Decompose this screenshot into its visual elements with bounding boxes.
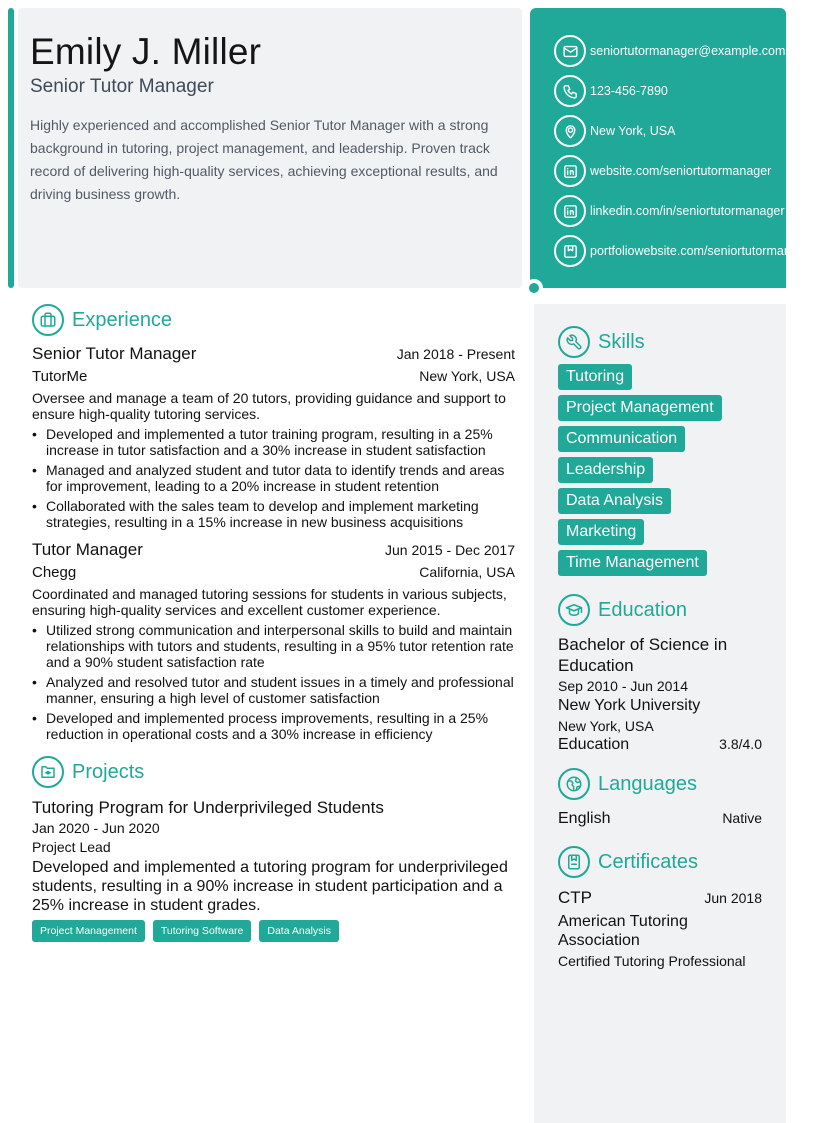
education-header <box>558 594 762 626</box>
candidate-title: Senior Tutor Manager <box>30 76 214 97</box>
linkedin-icon <box>554 155 586 187</box>
languages-section <box>558 768 762 828</box>
skill-tag: Project Management <box>558 395 722 421</box>
skill-tag: Leadership <box>558 457 653 483</box>
job-title: Senior Tutor Manager <box>32 344 197 363</box>
job-company: TutorMe <box>32 368 88 385</box>
main-column <box>32 304 515 942</box>
bullet-item: • Analyzed and resolved tutor and student issues in a timely and professional manner, ensuring a high level of customer satisfaction <box>32 674 515 706</box>
certificate-name: CTP <box>558 888 592 907</box>
skill-tag: Marketing <box>558 519 644 545</box>
phone-icon <box>554 75 586 107</box>
project-tag: Project Management <box>32 920 145 942</box>
language-name: English <box>558 810 611 827</box>
skill-tag: Communication <box>558 426 685 452</box>
education-location: New York, USA <box>558 718 654 734</box>
email-text: seniortutormanager@example.com <box>590 44 786 58</box>
languages-title: Languages <box>598 772 697 795</box>
skill-tag: Time Management <box>558 550 707 576</box>
skill-tag: Data Analysis <box>558 488 671 514</box>
project-description: Developed and implemented a tutoring program for underprivileged students, resulting in a 90% increase in student participation and a 25% increase in student grades. <box>32 859 508 914</box>
folder-icon <box>32 756 64 788</box>
contact-linkedin[interactable] <box>530 191 786 231</box>
languages-header <box>558 768 762 800</box>
job-location: California, USA <box>419 564 515 580</box>
project-tags <box>32 920 515 942</box>
bullet-item: • Developed and implemented process improvements, resulting in a 25% reduction in operational costs and a 30% increase in efficiency <box>32 710 515 742</box>
briefcase-icon <box>32 304 64 336</box>
language-row <box>558 810 762 828</box>
education-field: Education <box>558 736 630 753</box>
job-bullets <box>32 426 515 530</box>
education-title: Education <box>598 598 687 621</box>
certificates-section <box>558 846 762 969</box>
project-tag: Tutoring Software <box>153 920 251 942</box>
skills-list <box>558 364 762 581</box>
certificate-description: Certified Tutoring Professional <box>558 953 746 969</box>
graduation-cap-icon <box>558 594 590 626</box>
contact-portfolio[interactable] <box>530 231 816 271</box>
education-gpa: 3.8/4.0 <box>719 736 762 752</box>
certificates-header <box>558 846 762 878</box>
portfolio-text: portfoliowebsite.com/seniortutormanager <box>590 244 816 258</box>
bullet-item: • Developed and implemented a tutor training program, resulting in a 25% increase in tutor satisfaction and a 30% increase in student satisfaction <box>32 426 515 458</box>
map-pin-icon <box>554 115 586 147</box>
bullet-item: • Collaborated with the sales team to develop and implement marketing strategies, resulting in a 15% increase in new business acquisitions <box>32 498 515 530</box>
wrench-icon <box>558 326 590 358</box>
header <box>18 8 522 288</box>
projects-title: Projects <box>72 760 145 783</box>
contact-location <box>530 111 786 151</box>
linkedin-icon <box>554 195 586 227</box>
job-title: Tutor Manager <box>32 540 143 559</box>
language-fluency: Native <box>722 810 762 826</box>
website-text: website.com/seniortutormanager <box>590 164 772 178</box>
mail-icon <box>554 35 586 67</box>
education-school: New York University <box>558 697 701 714</box>
job-entry <box>32 540 515 742</box>
candidate-name: Emily J. Miller <box>30 31 262 72</box>
job-dates: Jun 2015 - Dec 2017 <box>385 542 515 558</box>
certificate-icon <box>558 846 590 878</box>
job-dates: Jan 2018 - Present <box>396 346 515 362</box>
education-dates: Sep 2010 - Jun 2014 <box>558 678 688 694</box>
experience-header <box>32 304 515 336</box>
experience-title: Experience <box>72 308 173 331</box>
certificate-organization: American Tutoring Association <box>558 913 688 949</box>
contact-email[interactable] <box>530 31 786 71</box>
job-company: Chegg <box>32 564 77 581</box>
globe-icon <box>558 768 590 800</box>
education-degree: Bachelor of Science in Education <box>558 635 728 675</box>
education-section <box>558 594 762 754</box>
linkedin-text: linkedin.com/in/seniortutormanager <box>590 204 785 218</box>
project-role: Project Lead <box>32 839 111 855</box>
portfolio-icon <box>554 235 586 267</box>
contact-panel <box>530 8 816 288</box>
contact-phone[interactable] <box>530 71 786 111</box>
contact-website[interactable] <box>530 151 786 191</box>
job-bullets <box>32 622 515 742</box>
summary: Highly experienced and accomplished Senior Tutor Manager with a strong background in tutoring, project management, and leadership. Proven track record of delivering high-quality services, achieving exceptional results, and driving business growth. <box>30 117 498 202</box>
accent-bar <box>8 8 14 288</box>
bullet-item: • Managed and analyzed student and tutor data to identify trends and areas for improvement, leading to a 20% increase in student retention <box>32 462 515 494</box>
project-tag: Data Analysis <box>259 920 339 942</box>
job-location: New York, USA <box>419 368 515 384</box>
skill-tag: Tutoring <box>558 364 632 390</box>
certificates-title: Certificates <box>598 850 699 873</box>
certificate-date: Jun 2018 <box>704 890 762 906</box>
timeline-dot <box>525 279 543 297</box>
project-dates: Jan 2020 - Jun 2020 <box>32 820 160 836</box>
sidebar <box>534 304 786 1123</box>
projects-header <box>32 756 515 788</box>
phone-text: 123-456-7890 <box>590 84 668 98</box>
project-entry <box>32 798 515 942</box>
location-text: New York, USA <box>590 124 676 138</box>
job-entry <box>32 344 515 530</box>
skills-header <box>558 326 762 358</box>
job-description: Oversee and manage a team of 20 tutors, providing guidance and support to ensure high-quality tutoring services. <box>32 390 506 422</box>
project-title: Tutoring Program for Underprivileged Students <box>32 798 384 817</box>
job-description: Coordinated and managed tutoring sessions for students in various subjects, ensuring high-quality services and excellent customer experience. <box>32 586 507 618</box>
skills-title: Skills <box>598 330 645 353</box>
bullet-item: • Utilized strong communication and interpersonal skills to build and maintain relationships with tutors and students, resulting in a 95% tutor retention rate and a 90% student satisfaction rate <box>32 622 515 670</box>
